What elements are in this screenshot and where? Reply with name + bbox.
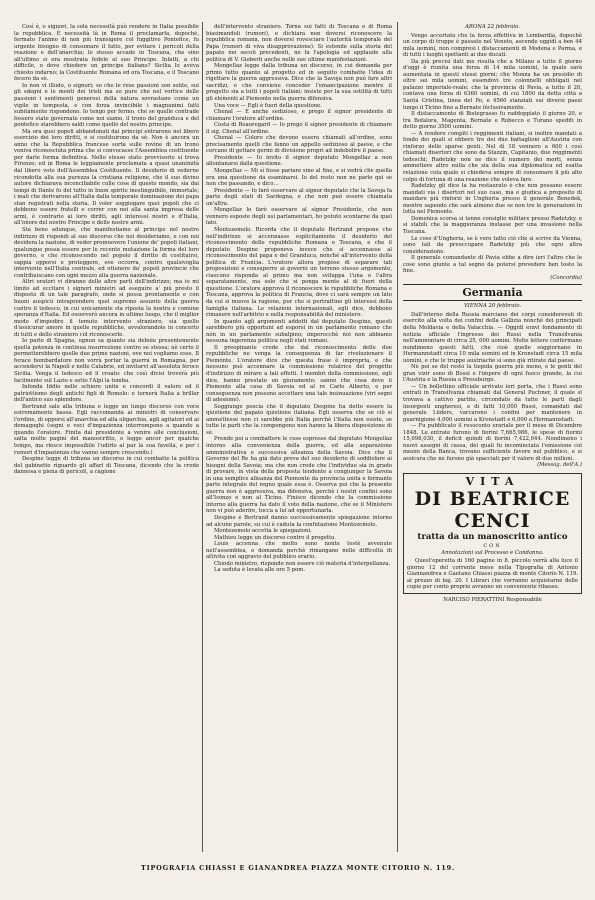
paragraph: Louis accenna che molto sono nonte testè avvenute nell'assemblea, e domanda perchè rimangano nelle difficoltà di attivita con aggravio del pubblico erario. bbox=[206, 541, 392, 561]
ad-con: CON bbox=[483, 543, 502, 549]
paragraph: Despine e Bertrand danno successivamente spiegazione intorno ad alcune parole, su cui è caduta la confutazione Montezemolo. bbox=[206, 515, 392, 528]
paragraph: Despine legge di tribuna un discorso in cui combatte la politica del gabinetto riguardo gli affari di Toscana, dicendo che la crede dannosa e piena di pericoli, a cagione bbox=[14, 456, 199, 476]
paragraph: Dall'interno della Russia marciano dei corpi considerevoli di esercito alla volta dei confini della Gallizia nonché dei principati della Moldavia e della Valacchia. — Oggidì eravi fondamento di notizia ufficiale l'ingresso dei Russi nella Transilvania nell'ammontare di circa 25, 000 uomini. Molte lettere confermano nondimeno questi fatti, che cioè quelle soggiornano in Hermannstadt circa 10 mila uomini ed in Kronstadt circa 15 mila uomini, e che le truppe austriache si sono già ritirate dal paese. bbox=[403, 311, 582, 364]
source-attribution: (Messag. dell'A.) bbox=[537, 462, 582, 469]
ad-text: Quest'operetta di 160 pagine in 8. piccolo verrà alla luce il giorno 12 del corrente mese nella Tipografia di Antonio Giannandrea e Gaetano Chiassi piazza di monte Citorio N. 119. al prezzo di baj. 20. I Librari che vorranno acquistarne delle copie per conto proprio avranno un conveniente ribasso. bbox=[407, 558, 578, 591]
paragraph: Sta bene adunque, che manifestiamo al principe nel nostro indirizzo di rispondi al suo discorso che noi desideriamo, e con noi desidera la nazione, di veder promuovere l'unione de' popoli italiani, qualunque possa essere per le recente mutazione la forma del loro governo, e che riconoscendo nel popolo il diritto di costituirsi, sappia opporsi e proteggere, ove occorra, contro qualsivoglia intervento nell'Italia centrale, ed ottenere da' popoli provincie che contribuiscano con ogni mezzo alla guerra nazionale. bbox=[14, 226, 199, 279]
paragraph: Il distaccamento di Bistegrasso fu raddoppiato il giorno 20, e tra Bofalora, Magenta, Bernate e Robecco e Turano spediti in detto giorno 3500 uomini. bbox=[403, 111, 582, 131]
paragraph: Soggiunge poscia che il deputato Despine ha detto essere la quistione del papato quistione italiana. Egli osserva che se ciò si ammettesse non ci sarebbe più Italia perchè l'Italia non esiste, se tutte le parti che la compongono non hanno la libera disposizione di sè. bbox=[206, 403, 392, 436]
paragraph: Altri oratori vi diranno delle altre parti dell'indirizzo; ma io mi limito ad eccitare i signori ministri ad eseguire a' più presto il disposto di un tale paragrafo, onde si possa prontamente e con buoni auspicii intraprendere quel supremo assunto della guerra contro il tedesco, in cui unicamente sta riposta la nostra e comune speranza d'Italia. Ed osserverò ancora in ultimo luogo, che il miglior modo d'impedire il temuto intervento straniero, sia quello d'assicurar amore in quelle repubbliche, avvalorandole in concerto di tutti e dello straniero col riconoscerle. bbox=[14, 279, 199, 338]
column-2 bbox=[206, 24, 392, 859]
column-divider bbox=[397, 22, 398, 852]
newspaper-page bbox=[14, 14, 582, 886]
paragraph: Mongellaz legge dalla tribuna un discorso, in cui domanda per primo tutto quanto al progetto ed in seguito combatte l'idea di rigettare la guerra aggressiva. Dice che la Savoja non può fare altri sacrifizi, e che conviene conceder l'emancipazione mentre il progetto sia a tutti i popoli italiani; insiste per la sua ostilità di tutti gli elementi al Piemonte nella guerra difensiva. bbox=[206, 63, 392, 103]
paragraph: Chiodo ministro, risponde non essere ciò materia d'interpellanza. bbox=[214, 560, 391, 567]
ad-subtitle: tratta da un manoscritto antico bbox=[417, 532, 568, 542]
ad-title: DI BEATRICE CENCI bbox=[414, 488, 571, 532]
paragraph: Montezemolo accetta le spiegazioni. bbox=[214, 528, 312, 535]
column-1 bbox=[14, 24, 199, 859]
paragraph: Nè poi se del resto la tiepida guerra più meno, e le genti del gran vizir sono di Bossi e l'impero di ogni fuoco grande, la cui l'Austria e la Russia a Pressburgo. bbox=[403, 364, 582, 384]
dateline-arona: ARONA 22 febbraio. bbox=[465, 24, 520, 30]
column-divider bbox=[202, 22, 203, 852]
paragraph: Il preopinante crede che dal riconoscimento delle due repubbliche ne venga la conseguenza di far rivoluzionare il Piemonte. L'oratore dice che questa frase è impropria, e che nessuno può accennare la commissione relatrice del progetto d'indirizzo di mirare a tali effetti. I membri della commissione, egli dice, hanno prestato un giuramento; sanno che cosa deve il Piemonte alla casa di Savoia ed al re Carlo Alberto, e per conseguenza non possono accettare una tale insinuazione (viri segni di adesione). bbox=[206, 344, 392, 404]
ad-vita: VITA bbox=[465, 475, 520, 488]
paragraph: Chenal — È anche sedizioso, e prego il signor presidente di chiamare l'oratore all'ordine. bbox=[206, 109, 392, 122]
paragraph: Mongellaz — Mi sì fosse pariare sino al fine, e si vedrà che quella era una questione da esaminarsi. Io del resto non ne parlo qui se non che passando, e dico… bbox=[206, 168, 392, 188]
ad-annotations: Annotazioni sul Processo e Condanna. bbox=[441, 549, 544, 556]
paragraph: Le cose d'Ungheria, se è vero tutto ciò che si scrive da Vienna, sono tali da preoccupare Radetzky più che ogni altra considerazione. bbox=[403, 235, 582, 255]
paragraph: In quanto agli argomenti addotti dal deputato Despine, questi sarebbero più opportuni ad esporsi in un parlamento romano che non in un parlamento subalpino; imperocchè noi non abbiamo nessuna ingerenza politica negli stati romani. bbox=[206, 318, 392, 345]
paragraph: Presidente — Io invito il signor deputato Mongellaz a non allontanarsi dalla questione. bbox=[206, 154, 392, 168]
paragraph: Una voce — Egli è fuori della questione. bbox=[214, 102, 322, 109]
paragraph: Domenica scorsa si tenne consiglio militare presso Radetzky, e si stabilì che la maggioranza instasse per una invasione nella Toscana. bbox=[403, 215, 582, 235]
paragraph: Io parlo di Spagna, ognun sa quanto sia debole presentemente quella potenza in continua insurrezione contro se stessa; nè certo il permetterebbero quelle due prime nazioni, ove noi vogliamo esse. Il ferace bombardatore non vorrà portar la guerra in Romagna, per accendervi la Napoli e nelle Calabrie, ed invitarvi all'assoluta feroce Sicilia. Venga il tedesco ed il croato: che così divisi troverà più facilmente sul Lazio e sotto l'Alpi la tomba. bbox=[14, 338, 199, 384]
paragraph: Montezemolo. Ricorda che il deputato Bertrand propone che nell'indirizzo si accennasse esplicitamente il desiderio del riconoscimento delle repubbliche Romana e Toscana, e che il deputato Despine proponeva invece che si accennasse al riconoscimento del papa e del Granduca, nonché all'intervento della politica di Francia. L'oratore allora propose di separare tali proposizioni e consuperre ai governi un terreno stesso argomento, ciascuno risponda al primo ma non sviluppa l'una e l'altra separatamente, ma solo che si ponga mente al di fuori della questione. L'oratore approva il riconoscere le repubbliche Romana e Toscana, approva la politica di Francia, dove ci sarà sempre un lato da cui si muove la ragione, pur che si pertrattino gli interessi della famiglia italiana. Le relazioni internazionali, egli dice, debbono rimanere nell'arbitrio e nella responsabilità del ministero. bbox=[206, 226, 392, 319]
paragraph: Presidente — Io farò osservare al signor deputato che la Savoja fa parte degli stati di Sardegna, e che non può essere chiamata un'altra. bbox=[206, 187, 392, 207]
paragraph: Io non vi illudo, o signori; so che le rese passioni son solite, sui gli sdegni e le menti dei tristi ma so pure che nel vortice delle passioni i sentimenti generosi della natura sovrastano come un vigile in tempesta, e con forza invincibile i magnanimi fatti subitamente rispondono. Io tengo per fermo, che se quelle contrade fossero state governate come noi siamo, il trono del granduca e del pontefice starebbero saldi come quello del nostro principe. bbox=[14, 82, 199, 129]
paragraph: — Un bollettino ufficiale arrivato ieri porta, che i Russi sono entrati in Transilvania chiamati dal General Puchner, il quale si trovava a cattivo partito, circondato da tutte le parti dagli insorgenti ungheresi, e di fatti 10,000 Russi, comandati dal generale Lüders, varcarono i confini per mantenere in guarnigione 4,000 uomini a Kronstadt e 6,000 a Hermannstadt. bbox=[403, 383, 582, 423]
paragraph: Prende poi a combattere le cose espresse dal deputato Mongellaz intorno alla convenienza della guerra, ed alla separazione amministrativa e successiva alleanza della Savoia. Dice che il Governo del Re ha già dato prova del suo desiderio di soddisfare ai bisogni della Savoia; ma che non crede che l'individuo sia in grado di provare, in vista della proposta tendente a congiunger la Savoia in una semplice alleanza del Piemonte da provincia unita e formante parte integrale del regno quale essa è. Osserva poi che la presente guerra non è aggressiva, ma difensiva, perchè i nostri confini sono all'Isonzo e non al Ticino. Finisce dicendo che la commissione intorno alla guerra ha dato il voto della nazione, che se il Ministero non vi può aderire, tocca a lui ad opportunarla. bbox=[206, 436, 392, 515]
paragraph: Così è, o signori, la sola necessità può rendere in Italia possibile la repubblica. È necessità là in Roma il proclamarla, dopochè, fermato l'animo di non più transigere col fuggitivo Pontefice, fu urgente bisogno di consumare il fatto, per evitare i pericoli della reazione e dell'anarchia; lo stesso accade in Toscana, che sino all'ultimo si era mostrata fedele al suo Principe. Infatti, a chi difficile, o dove chiedere un principe italiano? Sicilia lo aveva chiesto indarno; la Costituente Romana ed ora Toscana, e il Toscano fecero da sè. bbox=[14, 24, 199, 83]
paragraph: Il generale comandante di Pavia ebbe a dire ieri l'altro che le cose sono giunte a tal segno da potersi prevedere ben tosto la fine. bbox=[403, 255, 582, 275]
book-advertisement bbox=[403, 473, 582, 594]
paragraph: Da più precisi dati me risulta che a Milano a tutto il giorno d'oggi è riunita una forza di 14 mila uomini, la quale sarà aumentata in questi stessi giorni; che Monza ha un presidio di oltre sei mila uomini, essendovi tre colonnelli obbligati nel palazzo imperiale-reale; che la provincia di Pavia, a tutto il 20, contava una forza di 6360 uomini, di cui 1800 da detta città a Santa Cristina, linea del Po, e 4560 stanziati sui diversi paesi lungo il Ticino fino a Bernate inclusivamente. bbox=[403, 58, 582, 111]
paragraph: Chenal — Coloro che devono essere chiamati all'ordine, sono precisamente quelli che fanno un appello sedizioso al paese, e che cercano di gettare germi di divisione propri ad indebolire il paese. bbox=[206, 135, 392, 155]
dateline-vienna: VIENNA 20 febbraio. bbox=[463, 303, 522, 310]
paragraph: — Fu pubblicato il resoconto erariale per il mese di Dicembre 1848. Le entrate furono di fiorini 7,665,986, le spese di fiorini 15,098,030, il deficit quindi di fiorini 7,422,044. Nondimeno i nuovi assegni di cassa, dei quali fu incominciata l'emissione col mezzo della Banca, trovano sufficiente favore nel pubblico, e si assicura che ne furono già spacciati per il valore di due milioni. bbox=[403, 423, 582, 462]
column-3 bbox=[403, 24, 582, 859]
paragraph: Infonda Iddio nelle schiere unite e concordi il valore ed il patriottismo degli antichi figli di Romolo: e tornerà Italia a brillar dell'antico suo splendore. bbox=[14, 384, 199, 404]
printer-footer: TIPOGRAFIA CHIASSI E GIANANDREA PIAZZA MONTE CITORIO N. 119. bbox=[141, 864, 455, 872]
section-title-germania: Germania bbox=[403, 284, 582, 301]
paragraph: Mongellaz lo farò osservare al signor Presidente, che non vennero esposte degli usi parlamentari, ho potuto scontarne da quel lato. bbox=[206, 207, 392, 227]
responsible-editor: NARCISO PIERATTINI Responsabile bbox=[443, 596, 542, 603]
paragraph: dell'intervento straniero. Torna sui fatti di Toscana e di Roma biasimandoli (rumori), e dichiara non doversi riconoscere la repubblica romana, non doversi rovesciare l'autorità temporale del Papa (rumori di viva disapprovazione). Si estende sulla storia del papato nei secoli precedenti, ne fa l'apologia ed applaude alla politica di V. Gioberti anche nelle sue ultime manifestazioni. bbox=[206, 24, 392, 63]
source-attribution: (Concordia) bbox=[550, 274, 582, 281]
paragraph: La seduta è levata alle ore 5 pom. bbox=[214, 567, 305, 574]
paragraph: Ma ora quei popoli abbandonati dai principi entrarono nel libero esercizio dei loro diritti, e si costituirono da sè. Non è ancora un anno che la Repubblica francese sorta sulle rovine di un trono veniva riconosciuta prima che si convocasse l'Assemblea costituente per darle forma definitiva. Nello stesso stato provvisorio si trova Firenze; ed in Roma le leggiamente proclamata a quasi unanimità dal libero voto dell'Assemblea Costituente. Il desiderio di vederne ricondotta alla sua purezza la cristiana religione, che il suo divino autore dichiarava inconciliabile colle cose di questo mondo, sia dai tempi di Dante fu del tutto in buon spirito inestinguibile, immortale; i mali che derivarono all'Italia dalla temporale dominazione dei papa stan registrati nella storia. Il voler soggiogare quei popoli che ci debbono essere fratelli e correr con noi alla santa impresa delle armi, è contrario ai loro diritti, agli interessi nostri e d'Italia, all'onore del nostro Principe e delle nostre armi. bbox=[14, 128, 199, 227]
paragraph: Vengo accertato che la forza effettiva in Lombardia, dopochè un corpo di truppe è passato nel Veneto, ascende oggidì a ben 44 mila uomini, non compresi i distaccamenti di Modena e Parma, e di tutti i luoghi spettanti ai due ducati. bbox=[403, 32, 582, 59]
paragraph: Mathieu legge un discorso contro il progetto. bbox=[214, 534, 336, 541]
paragraph: Costa di Beauregard — Io prego il signor presidente di chiamare il sig. Chenal all'ordine. bbox=[206, 122, 392, 135]
paragraph: Radetzky gli dice la ha restaurato è che non possano essere mandati via i disertori nel suo caso, ma e giudica a proposito di mandare più rinforzi in Ungheria presso il generale Benedek, mentre sapendo che sarà almeno due se non tre le generazioni in lotta nel Piemonte. bbox=[403, 183, 582, 216]
paragraph: Bertrand sale alla tribuna e legge un lungo discorso con voce estremamente bassa. Egli raccomanda ai ministri di conservare l'ordine, di opporsi all'anarchia ed alla oligarchia, agli agitatori ed ai demagoghi (segni e voci d'impazienza interrompono a quando a quando l'oratore. Finita dal presidente a venire alle conclusioni, salta molte pagini del manoscritto, e legge ancor per qualche tempo, ma riesce impossibile l'udirlo al par la sua favella, e per i rumori d'impazienza che vanno sempre crescendo.) bbox=[14, 403, 199, 456]
paragraph: — A rendere compiti i reggimenti italiani, si inoltre mandati a fondo dei quali si ebbero tre dei due battaglioni all'Austria con rinforzo delle sparse genti. Nel dì 18 vennero a 600 i così chiamati disertori che sono da Stazzin, Capitanio, due reggimenti tedeschi; Radetzky non ne dice il numero dei morti, senza ammettere altro nulla che sia della sua diplomatica ed esatta relazione cola quale si chiedeva sempre di consumare il più alto colpo di fortuna di una reazione che voleva fare. bbox=[403, 130, 582, 183]
